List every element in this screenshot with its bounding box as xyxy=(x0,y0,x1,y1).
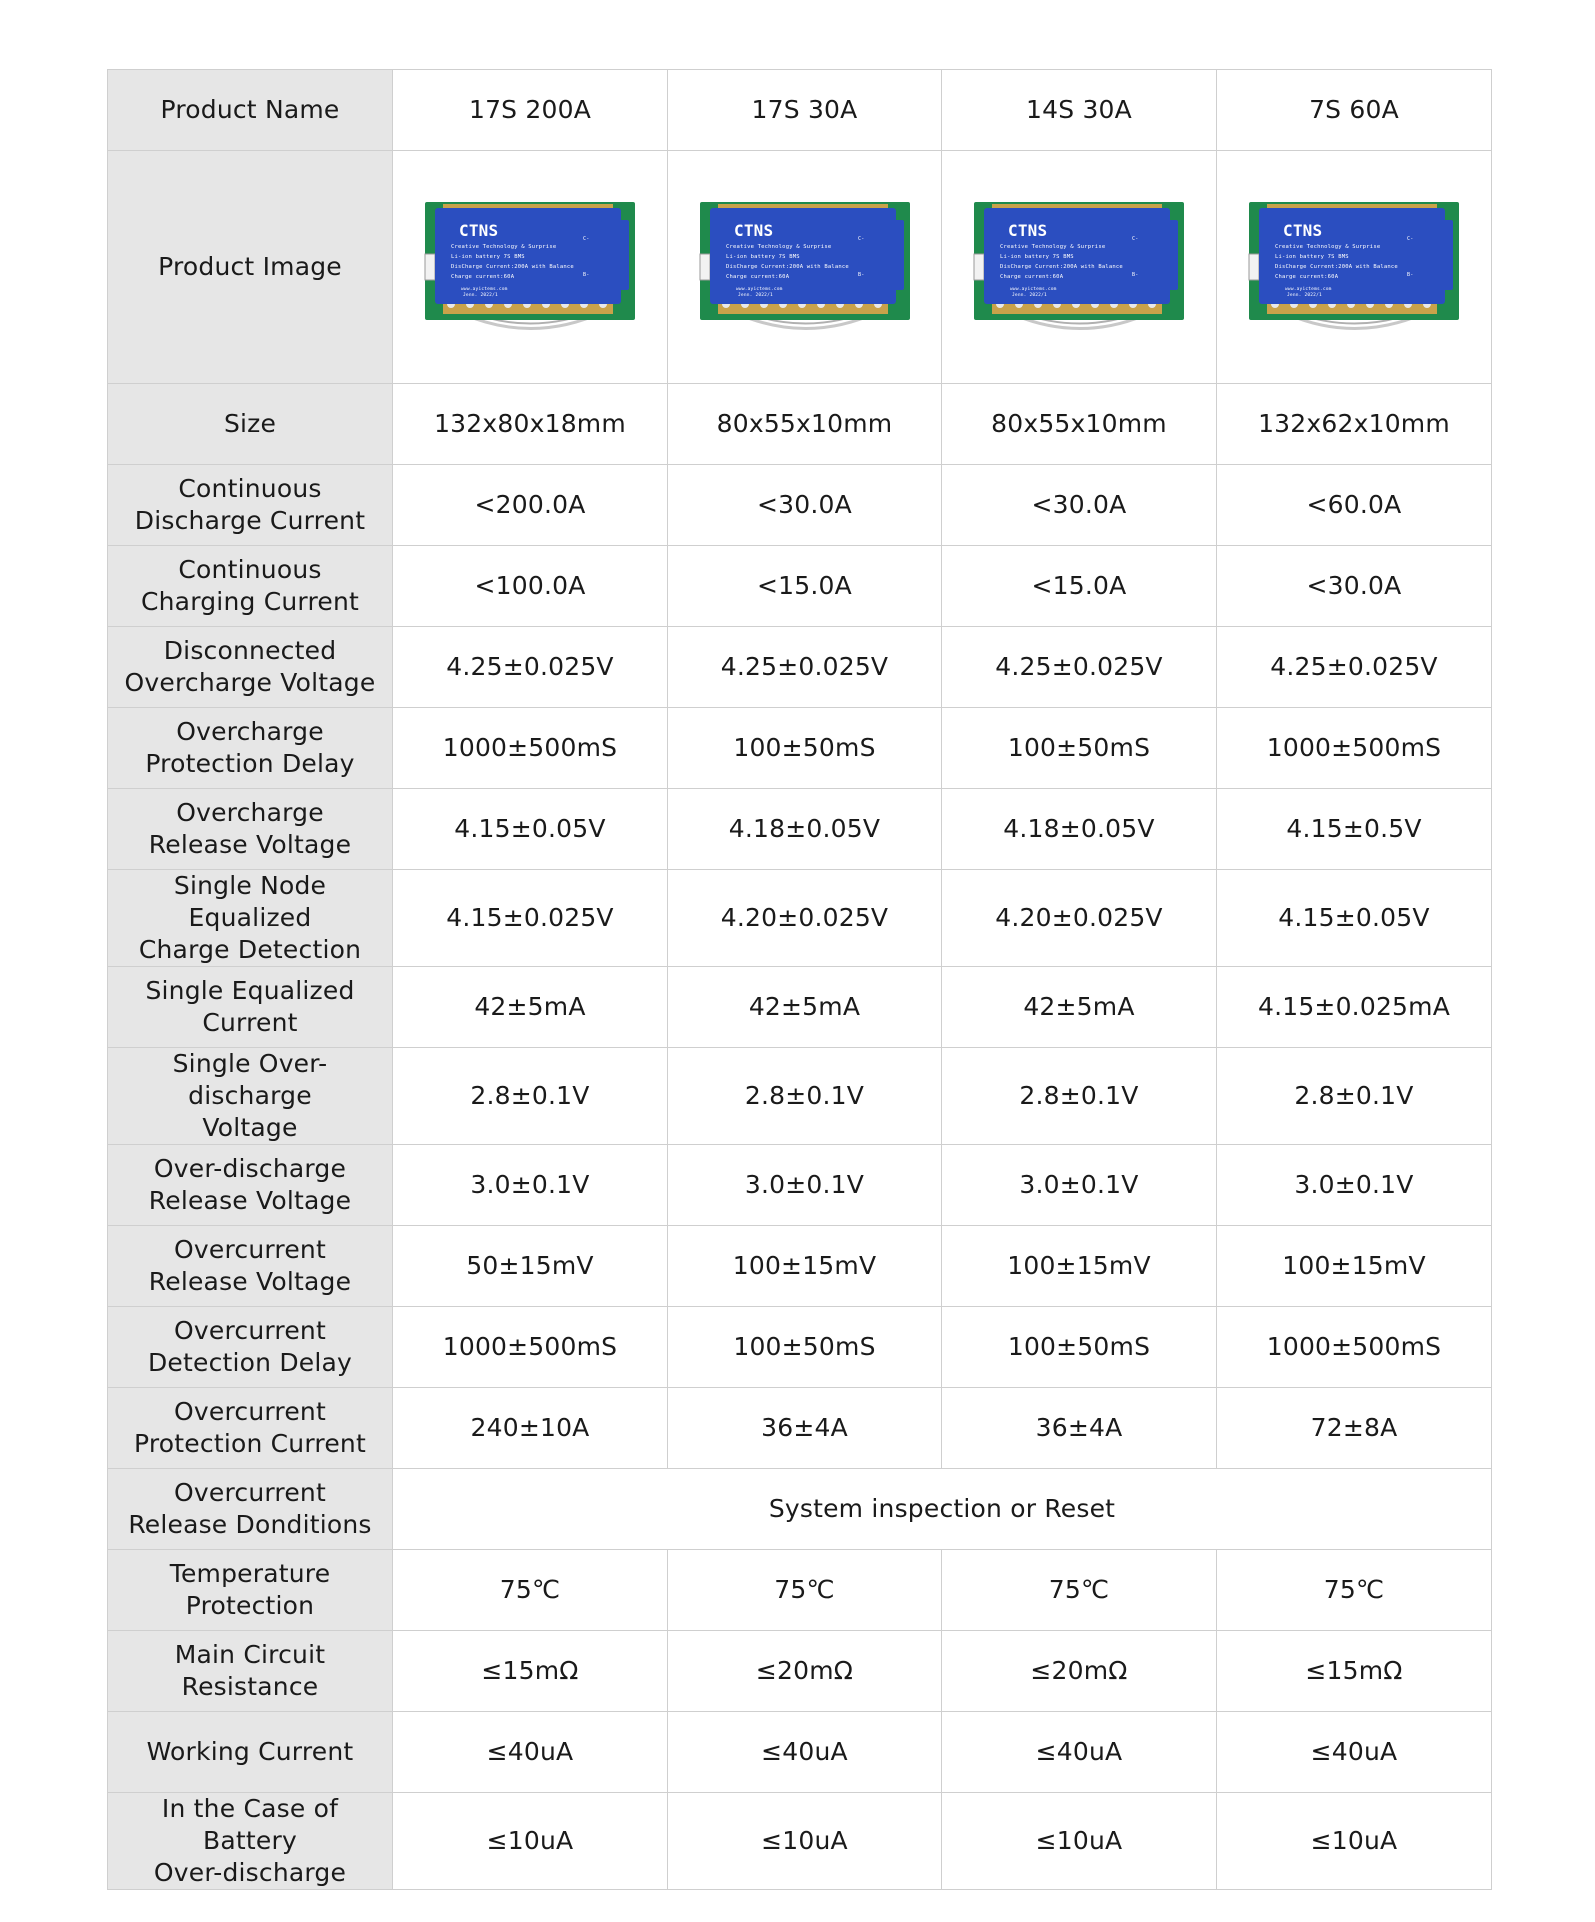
board-wrapper xyxy=(1223,194,1485,340)
row-label-line: Discharge Current xyxy=(134,506,366,535)
svg-text:B-: B- xyxy=(857,272,864,278)
value-cell: 4.25±0.025V xyxy=(1217,627,1492,708)
bms-board-image xyxy=(423,194,637,340)
row-label: Product Image xyxy=(108,151,393,384)
svg-text:www.ayictems.com: www.ayictems.com xyxy=(461,287,508,292)
row-label-line: Overcharge xyxy=(176,717,324,746)
row-label xyxy=(108,384,393,465)
value-cell: ≤10uA xyxy=(942,1793,1217,1890)
board-wrapper xyxy=(948,194,1210,340)
value-cell: ≤40uA xyxy=(393,1712,668,1793)
row-label xyxy=(108,789,393,870)
value-cell: 80x55x10mm xyxy=(942,384,1217,465)
row-label xyxy=(108,1388,393,1469)
value-cell: 42±5mA xyxy=(393,967,668,1048)
svg-text:DisCharge Current:200A with Ba: DisCharge Current:200A with Balance xyxy=(1000,264,1123,270)
spec-row xyxy=(108,1469,1492,1550)
value-cell: 2.8±0.1V xyxy=(393,1048,668,1145)
row-label xyxy=(108,1145,393,1226)
column-header: 7S 60A xyxy=(1217,70,1492,151)
svg-text:Li-ion battery 7S BMS: Li-ion battery 7S BMS xyxy=(451,254,525,260)
value-cell: 4.25±0.025V xyxy=(668,627,942,708)
value-cell: 36±4A xyxy=(942,1388,1217,1469)
svg-text:www.ayictems.com: www.ayictems.com xyxy=(1010,287,1057,292)
row-label-line: Disconnected xyxy=(163,636,337,665)
spec-row xyxy=(108,967,1492,1048)
row-label-line: Release Voltage xyxy=(148,830,352,859)
svg-text:Charge current:60A: Charge current:60A xyxy=(1275,274,1339,280)
spec-row xyxy=(108,627,1492,708)
row-label xyxy=(108,967,393,1048)
column-header: 17S 30A xyxy=(668,70,942,151)
row-label-line: Release Voltage xyxy=(148,1186,352,1215)
svg-text:Creative Technology & Surprise: Creative Technology & Surprise xyxy=(725,244,831,250)
column-header: 17S 200A xyxy=(393,70,668,151)
value-cell: 42±5mA xyxy=(668,967,942,1048)
spec-row xyxy=(108,708,1492,789)
svg-text:B-: B- xyxy=(1132,272,1139,278)
value-cell: 72±8A xyxy=(1217,1388,1492,1469)
svg-text:Jenn. 2022/1: Jenn. 2022/1 xyxy=(1287,293,1322,298)
row-label xyxy=(108,1469,393,1550)
value-cell: 100±15mV xyxy=(942,1226,1217,1307)
board-wrapper xyxy=(674,194,935,340)
spec-row xyxy=(108,1226,1492,1307)
value-cell: ≤15mΩ xyxy=(1217,1631,1492,1712)
row-label-line: Overcurrent xyxy=(174,1235,326,1264)
row-label-line: Continuous xyxy=(178,474,322,503)
svg-text:www.ayictems.com: www.ayictems.com xyxy=(1285,287,1332,292)
value-cell: 75℃ xyxy=(393,1550,668,1631)
row-label xyxy=(108,627,393,708)
row-label: Product Name xyxy=(108,70,393,151)
row-label-line: Size xyxy=(223,409,277,438)
row-label-line: Charging Current xyxy=(140,587,360,616)
row-label-line: Detection Delay xyxy=(147,1348,353,1377)
value-cell: 2.8±0.1V xyxy=(668,1048,942,1145)
svg-text:DisCharge Current:200A with Ba: DisCharge Current:200A with Balance xyxy=(725,264,849,270)
value-cell: <30.0A xyxy=(1217,546,1492,627)
row-label xyxy=(108,1793,393,1890)
row-label-line: Overcharge xyxy=(176,798,324,827)
svg-text:Creative Technology & Surprise: Creative Technology & Surprise xyxy=(1275,244,1381,250)
svg-text:C-: C- xyxy=(1132,236,1139,242)
value-cell: ≤40uA xyxy=(1217,1712,1492,1793)
value-cell: 1000±500mS xyxy=(1217,708,1492,789)
value-cell: ≤10uA xyxy=(1217,1793,1492,1890)
row-label-line: Overcharge Voltage xyxy=(124,668,376,697)
value-cell: ≤40uA xyxy=(668,1712,942,1793)
row-label xyxy=(108,1631,393,1712)
value-cell: 4.15±0.025V xyxy=(393,870,668,967)
value-cell: ≤40uA xyxy=(942,1712,1217,1793)
value-cell: <30.0A xyxy=(942,465,1217,546)
spec-row xyxy=(108,1048,1492,1145)
value-cell: 4.15±0.05V xyxy=(393,789,668,870)
row-label-line: Overcurrent xyxy=(174,1397,326,1426)
value-cell: 4.15±0.05V xyxy=(1217,870,1492,967)
row-label-line: Charge Detection xyxy=(138,935,362,964)
value-cell: 75℃ xyxy=(1217,1550,1492,1631)
spec-row xyxy=(108,1550,1492,1631)
value-cell: ≤15mΩ xyxy=(393,1631,668,1712)
spec-row xyxy=(108,1793,1492,1890)
merged-value-cell: System inspection or Reset xyxy=(393,1469,1492,1550)
svg-text:C-: C- xyxy=(1407,236,1414,242)
value-cell: 100±15mV xyxy=(668,1226,942,1307)
svg-text:Charge current:60A: Charge current:60A xyxy=(451,274,515,280)
board-wrapper xyxy=(399,194,661,340)
row-label-line: Current xyxy=(202,1008,298,1037)
column-header: 14S 30A xyxy=(942,70,1217,151)
svg-text:Creative Technology & Surprise: Creative Technology & Surprise xyxy=(1000,244,1106,250)
product-image-cell xyxy=(393,151,668,384)
svg-text:Jenn. 2022/1: Jenn. 2022/1 xyxy=(463,293,498,298)
row-label-line: Temperature xyxy=(169,1559,331,1588)
value-cell: 50±15mV xyxy=(393,1226,668,1307)
row-label-line: Single Equalized xyxy=(145,976,355,1005)
value-cell: 100±50mS xyxy=(668,708,942,789)
spec-row xyxy=(108,465,1492,546)
row-label-line: Over-discharge xyxy=(153,1858,347,1887)
row-label-line: Resistance xyxy=(181,1672,319,1701)
row-label-line: Single Node Equalized xyxy=(173,871,327,932)
value-cell: 100±15mV xyxy=(1217,1226,1492,1307)
brand-logo-text: CTNS xyxy=(459,221,499,240)
value-cell: 4.18±0.05V xyxy=(668,789,942,870)
svg-text:DisCharge Current:200A with Ba: DisCharge Current:200A with Balance xyxy=(1275,264,1398,270)
value-cell: <200.0A xyxy=(393,465,668,546)
row-label-line: Release Donditions xyxy=(128,1510,372,1539)
spec-row xyxy=(108,1307,1492,1388)
value-cell: 240±10A xyxy=(393,1388,668,1469)
svg-text:Charge current:60A: Charge current:60A xyxy=(1000,274,1064,280)
value-cell: <60.0A xyxy=(1217,465,1492,546)
row-label-line: Main Circuit xyxy=(174,1640,326,1669)
value-cell: 4.15±0.5V xyxy=(1217,789,1492,870)
row-label-line: Overcurrent xyxy=(174,1478,326,1507)
row-label xyxy=(108,1307,393,1388)
row-label-line: Release Voltage xyxy=(148,1267,352,1296)
value-cell: 4.20±0.025V xyxy=(668,870,942,967)
value-cell: 3.0±0.1V xyxy=(1217,1145,1492,1226)
row-label xyxy=(108,708,393,789)
svg-text:Li-ion battery 7S BMS: Li-ion battery 7S BMS xyxy=(725,254,800,260)
value-cell: 80x55x10mm xyxy=(668,384,942,465)
row-label xyxy=(108,465,393,546)
value-cell: 75℃ xyxy=(942,1550,1217,1631)
brand-logo-text: CTNS xyxy=(733,221,773,240)
value-cell: 100±50mS xyxy=(668,1307,942,1388)
brand-logo-text: CTNS xyxy=(1283,221,1323,240)
product-image-cell xyxy=(668,151,942,384)
row-label xyxy=(108,1550,393,1631)
row-label-line: Overcurrent xyxy=(174,1316,326,1345)
svg-text:B-: B- xyxy=(583,272,590,278)
svg-text:Li-ion battery 7S BMS: Li-ion battery 7S BMS xyxy=(1275,254,1349,260)
row-label xyxy=(108,1226,393,1307)
value-cell: 2.8±0.1V xyxy=(1217,1048,1492,1145)
value-cell: <100.0A xyxy=(393,546,668,627)
value-cell: <15.0A xyxy=(668,546,942,627)
value-cell: 1000±500mS xyxy=(1217,1307,1492,1388)
value-cell: ≤10uA xyxy=(393,1793,668,1890)
row-label-line: Protection Delay xyxy=(145,749,355,778)
value-cell: 2.8±0.1V xyxy=(942,1048,1217,1145)
value-cell: 36±4A xyxy=(668,1388,942,1469)
svg-text:B-: B- xyxy=(1407,272,1414,278)
row-label-line: Protection xyxy=(185,1591,315,1620)
header-row xyxy=(108,70,1492,151)
image-row xyxy=(108,151,1492,384)
value-cell: 4.18±0.05V xyxy=(942,789,1217,870)
value-cell: 1000±500mS xyxy=(393,708,668,789)
svg-text:Jenn. 2022/1: Jenn. 2022/1 xyxy=(1012,293,1047,298)
svg-text:C-: C- xyxy=(857,236,864,242)
svg-text:www.ayictems.com: www.ayictems.com xyxy=(735,287,783,292)
bms-board-image xyxy=(1247,194,1461,340)
spec-row xyxy=(108,384,1492,465)
row-label xyxy=(108,870,393,967)
value-cell: 3.0±0.1V xyxy=(668,1145,942,1226)
row-label xyxy=(108,546,393,627)
row-label-line: Single Over-discharge xyxy=(172,1049,328,1110)
value-cell: ≤10uA xyxy=(668,1793,942,1890)
svg-text:C-: C- xyxy=(583,236,590,242)
svg-text:Charge current:60A: Charge current:60A xyxy=(725,274,789,280)
value-cell: 132x62x10mm xyxy=(1217,384,1492,465)
row-label-line: Continuous xyxy=(178,555,322,584)
value-cell: 100±50mS xyxy=(942,708,1217,789)
spec-row xyxy=(108,1631,1492,1712)
row-label-line: Protection Current xyxy=(134,1429,366,1458)
svg-text:Li-ion battery 7S BMS: Li-ion battery 7S BMS xyxy=(1000,254,1074,260)
spec-row xyxy=(108,1712,1492,1793)
value-cell: ≤20mΩ xyxy=(668,1631,942,1712)
bms-board-image xyxy=(698,194,912,340)
row-label-line: Over-discharge xyxy=(153,1154,347,1183)
value-cell: 1000±500mS xyxy=(393,1307,668,1388)
svg-text:DisCharge Current:200A with Ba: DisCharge Current:200A with Balance xyxy=(451,264,574,270)
row-label-line: Working Current xyxy=(146,1737,354,1766)
spec-row xyxy=(108,1145,1492,1226)
row-label-line: In the Case of Battery xyxy=(161,1794,339,1855)
value-cell: <15.0A xyxy=(942,546,1217,627)
value-cell: 132x80x18mm xyxy=(393,384,668,465)
svg-text:Creative Technology & Surprise: Creative Technology & Surprise xyxy=(451,244,557,250)
row-label xyxy=(108,1712,393,1793)
product-image-cell xyxy=(1217,151,1492,384)
row-label-line: Voltage xyxy=(202,1113,298,1142)
brand-logo-text: CTNS xyxy=(1008,221,1048,240)
row-label xyxy=(108,1048,393,1145)
spec-row xyxy=(108,789,1492,870)
spec-table xyxy=(107,69,1492,1890)
spec-row xyxy=(108,1388,1492,1469)
value-cell: <30.0A xyxy=(668,465,942,546)
value-cell: 4.25±0.025V xyxy=(942,627,1217,708)
value-cell: 42±5mA xyxy=(942,967,1217,1048)
value-cell: 75℃ xyxy=(668,1550,942,1631)
value-cell: 100±50mS xyxy=(942,1307,1217,1388)
svg-text:Jenn. 2022/1: Jenn. 2022/1 xyxy=(737,293,773,298)
value-cell: 4.15±0.025mA xyxy=(1217,967,1492,1048)
value-cell: 4.20±0.025V xyxy=(942,870,1217,967)
bms-board-image xyxy=(972,194,1186,340)
value-cell: 3.0±0.1V xyxy=(942,1145,1217,1226)
spec-table-body xyxy=(108,70,1492,1890)
spec-row xyxy=(108,546,1492,627)
value-cell: 4.25±0.025V xyxy=(393,627,668,708)
value-cell: 3.0±0.1V xyxy=(393,1145,668,1226)
product-image-cell xyxy=(942,151,1217,384)
spec-row xyxy=(108,870,1492,967)
value-cell: ≤20mΩ xyxy=(942,1631,1217,1712)
